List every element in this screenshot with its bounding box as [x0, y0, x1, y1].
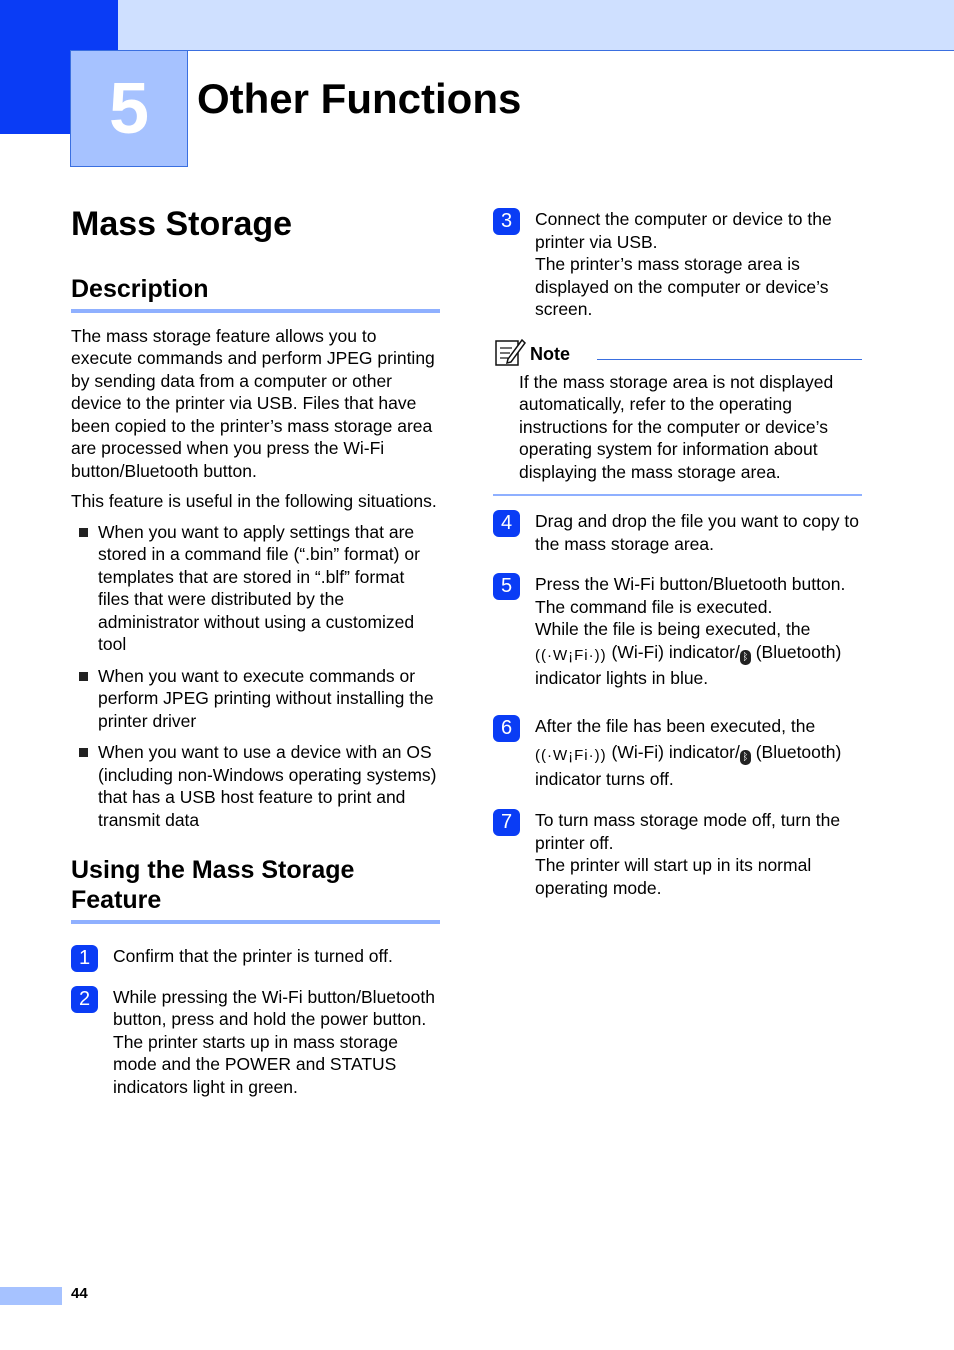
list-item: When you want to apply settings that are stored in a command file (“.bin” format) or templates that are stored in “.blf” format files that were distributed by the administrator without using a customized tool: [71, 521, 440, 656]
bullet-square-icon: [79, 528, 88, 537]
description-heading: Description: [71, 274, 440, 313]
step-text: While pressing the Wi-Fi button/Bluetooth button, press and hold the power button.: [113, 986, 435, 1030]
note-rule: [597, 359, 862, 360]
step-text: Connect the computer or device to the printer via USB.: [535, 209, 832, 252]
list-item: When you want to use a device with an OS (including non-Windows operating systems) that has a USB host feature to print and transmit data: [71, 741, 440, 831]
right-column: [493, 200, 862, 899]
step-number-badge: 1: [71, 945, 98, 972]
footer-tab: [0, 1287, 62, 1305]
note-box: [493, 337, 862, 497]
section-title: Mass Storage: [71, 205, 293, 243]
list-item: When you want to execute commands or perform JPEG printing without installing the printer driver: [71, 665, 440, 733]
step-1: [71, 945, 440, 968]
step-7: [493, 809, 862, 899]
chapter-number: 5: [108, 68, 150, 149]
note-pencil-icon: [494, 337, 526, 372]
note-title: Note: [530, 343, 570, 364]
step-text: Confirm that the printer is turned off.: [113, 946, 393, 967]
chapter-title: Other Functions: [197, 75, 522, 122]
chapter-number-box: [70, 50, 188, 167]
step-6: [493, 715, 862, 791]
step-3: [493, 208, 862, 321]
step-number-badge: 7: [493, 809, 520, 836]
note-body: If the mass storage area is not displayed automatically, refer to the operating instructions for the computer or device’s operating system for information about displaying the mass storage area.: [519, 371, 834, 482]
bluetooth-indicator-icon: ᛒ: [740, 650, 751, 665]
step-number-badge: 4: [493, 510, 520, 537]
step-number-badge: 3: [493, 208, 520, 235]
header-band: [0, 0, 954, 51]
wifi-indicator-icon: ((·W¡Fi·)): [535, 747, 607, 764]
step-result-text: The command file is executed.: [535, 596, 773, 617]
step-result-text: The printer starts up in mass storage mode and the POWER and STATUS indicators light in green.: [113, 1031, 398, 1097]
using-heading: Using the Mass Storage Feature: [71, 856, 355, 915]
step-note-text: While the file is being executed, the: [535, 619, 811, 639]
situation-list: [71, 521, 440, 832]
page-number: 44: [71, 1285, 88, 1302]
step-4: [493, 510, 862, 555]
using-heading-rule: [71, 920, 440, 924]
step-number-badge: 5: [493, 573, 520, 600]
description-paragraph-1: The mass storage feature allows you to execute commands and perform JPEG printing by sending data from a computer or other device to the printer via USB. Files that have been copied to the printer’s mass storage area are processed when you press the Wi-Fi button/Bluetooth button.: [71, 325, 435, 481]
bluetooth-indicator-icon: ᛒ: [740, 750, 751, 765]
step-text: After the file has been executed, the: [535, 715, 816, 736]
bluetooth-indicator-label: (Bluetooth) indicator turns off.: [535, 742, 842, 789]
step-5: [493, 573, 862, 690]
left-column: [71, 200, 440, 1098]
wifi-indicator-label: (Wi-Fi) indicator/: [611, 641, 740, 662]
bullet-square-icon: [79, 672, 88, 681]
description-paragraph-2: This feature is useful in the following situations.: [71, 491, 437, 512]
step-text: To turn mass storage mode off, turn the printer off.: [535, 810, 841, 853]
wifi-indicator-icon: ((·W¡Fi·)): [535, 646, 607, 664]
step-result-text: The printer’s mass storage area is displayed on the computer or device’s screen.: [535, 254, 829, 319]
step-text: Press the Wi-Fi button/Bluetooth button.: [535, 574, 846, 594]
step-result-text: The printer will start up in its normal operating mode.: [535, 855, 812, 898]
bullet-square-icon: [79, 748, 88, 757]
bluetooth-indicator-label: (Bluetooth) indicator lights in blue.: [535, 641, 842, 688]
step-text: Drag and drop the file you want to copy to the mass storage area.: [535, 511, 859, 554]
step-2: [71, 986, 440, 1099]
step-number-badge: 2: [71, 986, 98, 1013]
wifi-indicator-label: (Wi-Fi) indicator/: [611, 742, 740, 762]
step-number-badge: 6: [493, 715, 520, 742]
